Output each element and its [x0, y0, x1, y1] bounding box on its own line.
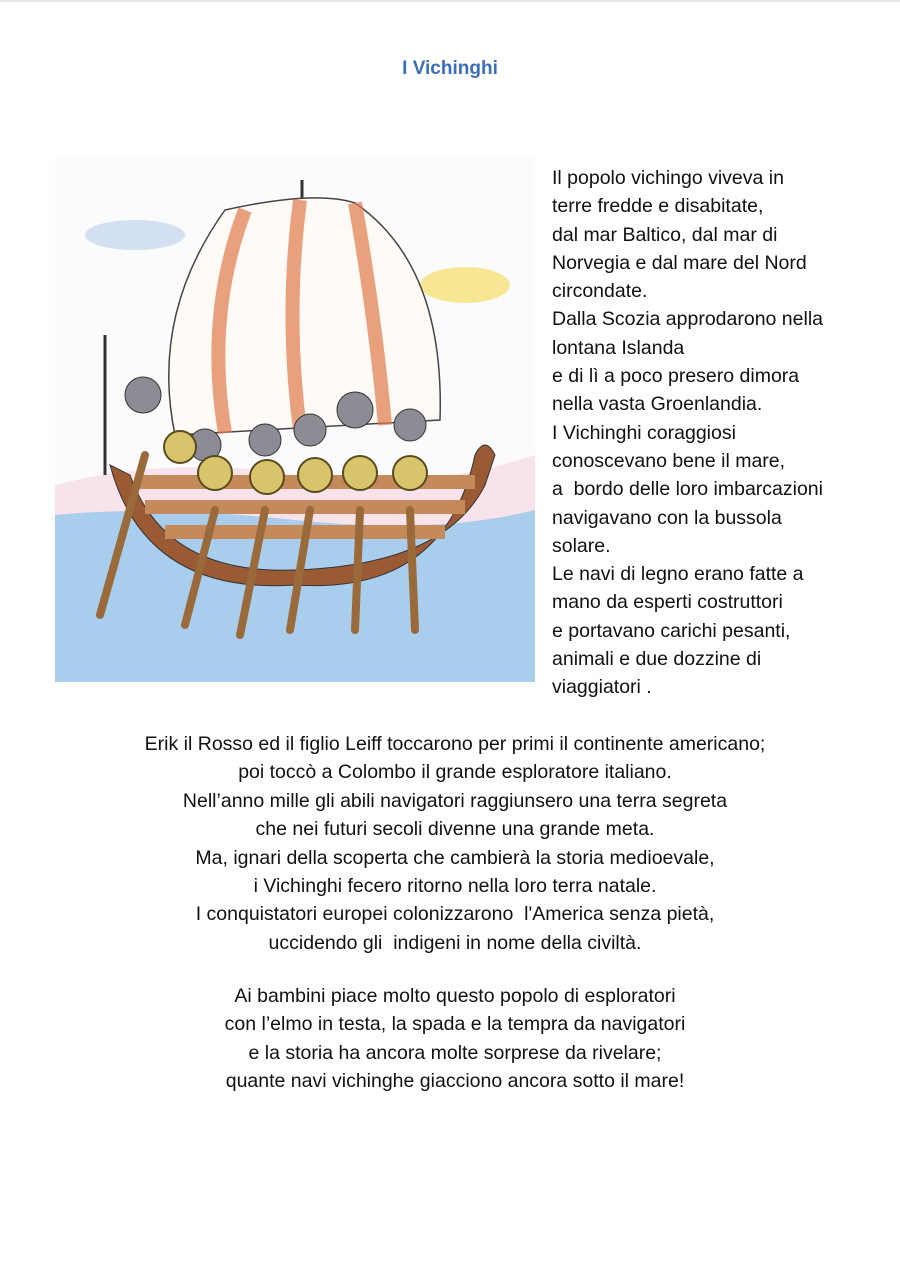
side-paragraph: [552, 164, 823, 702]
text-line: circondate.: [552, 280, 648, 303]
text-line: nella vasta Groenlandia.: [552, 393, 763, 416]
viking-ship-illustration: [55, 155, 535, 682]
text-line: poi toccò a Colombo il grande esploratore italiano.: [238, 761, 672, 784]
text-line: e di lì a poco presero dimora: [552, 365, 800, 388]
text-line: e portavano carichi pesanti,: [552, 619, 791, 642]
text-line: che nei futuri secoli divenne una grande meta.: [255, 818, 655, 841]
text-line: a bordo delle loro imbarcazioni: [552, 478, 823, 501]
text-line: Dalla Scozia approdarono nella: [552, 308, 824, 331]
text-line: Le navi di legno erano fatte a: [552, 563, 804, 586]
text-line: Nell’anno mille gli abili navigatori raggiunsero una terra segreta: [182, 789, 728, 812]
text-line: uccidendo gli indigeni in nome della civiltà.: [268, 931, 642, 954]
text-line: quante navi vichinghe giacciono ancora sotto il mare!: [225, 1070, 685, 1093]
text-line: I Vichinghi coraggiosi: [552, 421, 736, 444]
text-line: Erik il Rosso ed il figlio Leiff toccarono per primi il continente americano;: [144, 733, 766, 755]
text-line: e la storia ha ancora molte sorprese da rivelare;: [248, 1041, 662, 1064]
text-line: i Vichinghi fecero ritorno nella loro terra natale.: [253, 875, 657, 898]
text-line: lontana Islanda: [552, 336, 685, 359]
text-line: conoscevano bene il mare,: [552, 449, 786, 472]
text-line: Il popolo vichingo viveva in: [552, 167, 784, 189]
page-title: I Vichinghi: [402, 58, 498, 79]
text-line: solare.: [552, 534, 611, 557]
text-line: I conquistatori europei colonizzarono l'America senza pietà,: [195, 903, 715, 926]
text-line: con l’elmo in testa, la spada e la tempra da navigatori: [224, 1013, 686, 1036]
text-line: navigavano con la bussola: [552, 506, 782, 529]
text-line: Ai bambini piace molto questo popolo di esploratori: [234, 985, 676, 1007]
text-line: dal mar Baltico, dal mar di: [552, 223, 778, 246]
text-line: mano da esperti costruttori: [552, 591, 783, 614]
top-border: [0, 0, 900, 2]
text-line: Norvegia e dal mare del Nord: [552, 251, 807, 274]
text-line: Ma, ignari della scoperta che cambierà la storia medioevale,: [195, 846, 715, 869]
verse-stanza-1: [0, 730, 900, 957]
text-line: terre fredde e disabitate,: [552, 195, 764, 218]
text-line: animali e due dozzine di: [552, 648, 762, 671]
verse-stanza-2: [0, 982, 900, 1096]
text-line: viaggiatori .: [552, 676, 652, 699]
